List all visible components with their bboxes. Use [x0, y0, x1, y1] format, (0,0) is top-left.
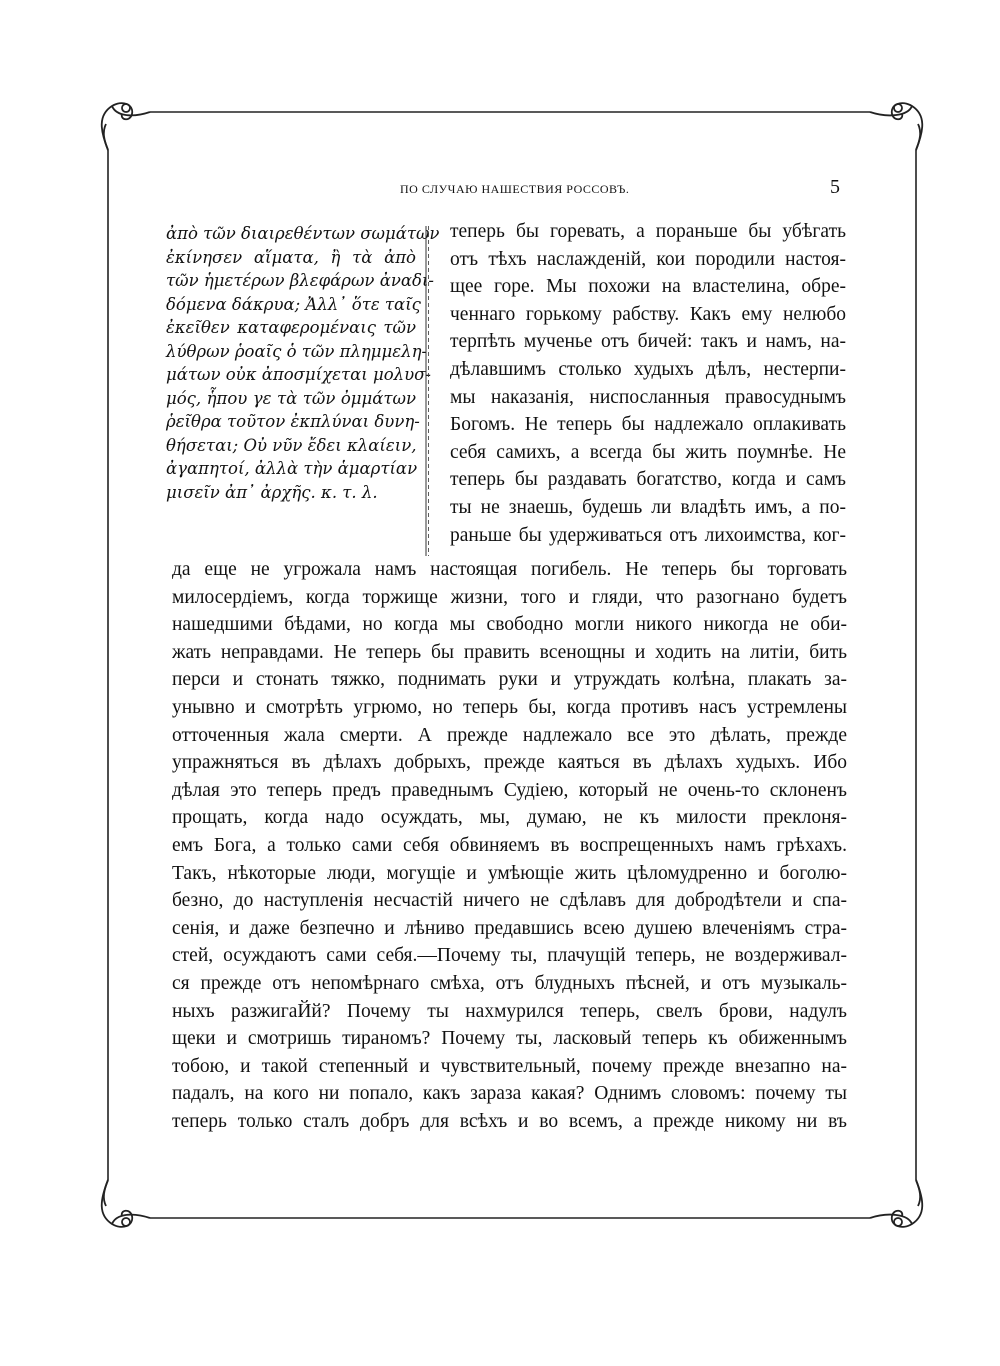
greek-line: ῥεῖθρα τοῦτον ἐκπλύναι δυνη- — [166, 412, 420, 431]
text-line: мы наказанія, ниспосланныя правосуднымъ — [450, 386, 846, 408]
running-title: ПО СЛУЧАЮ НАШЕСТВИЯ РОССОВЪ. — [400, 182, 630, 196]
text-line: щее горе. Мы похожи на властелина, обре- — [450, 276, 846, 298]
text-line: нашедшими бѣдами, но когда мы свободно могли никого никогда не оби- — [172, 614, 847, 636]
text-line: Богомъ. Не теперь бы надлежало оплакивать — [450, 414, 846, 436]
column-divider — [424, 226, 430, 556]
text-line: отточенныя жала смерти. А прежде надлежало все это дѣлать, прежде — [172, 724, 847, 746]
text-line: ныхъ разжигаЙй? Почему ты нахмурился теперь, свелъ брови, надулъ — [172, 1000, 847, 1022]
text-line: сенія, и даже безпечно и лѣниво предавшись всею душею влеченіямъ стра- — [172, 917, 847, 939]
text-line: Такъ, нѣкоторые люди, могущіе и умѣющіе жить цѣломудренно и боголю- — [172, 862, 847, 884]
text-line: раньше бы удерживаться отъ лихоимства, ког- — [450, 524, 846, 546]
full-width-text-block — [172, 556, 847, 1135]
greek-line: τῶν ἡμετέρων βλεφάρων ἀναδι- — [166, 271, 435, 290]
greek-line: δόμενα δάκρυα; Ἀλλ᾽ ὅτε ταῖς — [166, 294, 421, 314]
greek-line: μισεῖν ἀπ᾽ ἀρχῆς. κ. τ. λ. — [166, 482, 378, 502]
greek-line: λύθρων ῥοαῖς ὁ τῶν πλημμελη- — [166, 341, 428, 361]
text-line: отъ тѣхъ наслажденій, кои породили настоя- — [450, 248, 846, 270]
text-line: стей, осуждаютъ сами себя.—Почему ты, плачущій теперь, не воздерживал- — [172, 945, 847, 967]
right-text-column — [450, 218, 846, 549]
text-line: тобою, и такой степенный и чувствительный, почему прежде внезапно на- — [172, 1055, 847, 1077]
page-number: 5 — [830, 176, 841, 198]
greek-line: θήσεται; Οὐ νῦν ἔδει κλαίειν, — [166, 435, 417, 455]
text-line: ты не знаешь, будешь ли владѣть имъ, а по- — [450, 496, 846, 518]
corner-flourish-top-right — [870, 103, 922, 150]
greek-line: ἀπὸ τῶν διαιρεθέντων σωμάτων — [166, 224, 440, 243]
text-line: упражняться въ дѣлахъ добрыхъ, прежде каяться въ дѣлахъ худыхъ. Ибо — [172, 752, 847, 774]
text-line: ся прежде отъ непомѣрнаго смѣха, отъ блудныхъ пѣсней, и отъ музыкаль- — [172, 972, 847, 994]
greek-line: μός, ἧπου γε τὰ τῶν ὀμμάτων — [166, 388, 416, 408]
text-line: теперь бы раздавать богатство, когда и самъ — [450, 469, 846, 491]
greek-line: μάτων οὐκ ἀποσμίχεται μολυσ- — [166, 365, 431, 384]
text-line: дѣлавшимъ столько худыхъ дѣлъ, нестерпи- — [450, 358, 846, 380]
text-line: емъ Бога, а только сами себя обвиняемъ въ воспрещенныхъ намъ грѣхахъ. — [172, 834, 847, 856]
text-line: прощать, когда надо осуждать, мы, думаю, не къ милости преклоня- — [172, 807, 847, 829]
text-line: жать неправдами. Не теперь бы править всенощны и ходить на литіи, бить — [172, 641, 847, 663]
text-line: да еще не угрожала намъ настоящая погибель. Не теперь бы торговать — [172, 559, 847, 580]
text-line: себя самихъ, а всегда бы жить поумнѣе. Не — [450, 441, 846, 463]
text-line: унывно и смотрѣть угрюмо, но теперь бы, когда противъ насъ устремлены — [172, 696, 847, 718]
greek-footnote-column — [166, 222, 440, 504]
text-line: теперь только сталъ добръ для всѣхъ и во всемъ, а прежде никому ни въ — [172, 1110, 847, 1132]
corner-flourish-top-left — [102, 103, 150, 150]
text-line: падалъ, на кого ни попало, какъ зараза какая? Однимъ словомъ: почему ты — [172, 1083, 847, 1105]
text-line: щеки и смотришь тираномъ? Почему ты, ласковый теперь къ обиженнымъ — [172, 1028, 847, 1050]
text-line: безно, до наступленія несчастій ничего не сдѣлавъ для добродѣтели и спа- — [172, 890, 847, 912]
text-line: дѣлая это теперь предъ праведнымъ Судіею, который не очень-то склоненъ — [172, 779, 847, 801]
corner-flourish-bottom-left — [102, 1180, 150, 1227]
text-line: ченнаго горькому рабству. Какъ ему нелюбо — [450, 303, 846, 325]
greek-line: ἐκεῖθεν καταφερομέναις τῶν — [166, 318, 416, 337]
text-line: терпѣть мученье отъ бичей: такъ и намъ, на- — [450, 331, 846, 353]
greek-line: ἀγαπητοί, ἀλλὰ τὴν ἁμαρτίαν — [166, 459, 418, 478]
corner-flourish-bottom-right — [870, 1180, 922, 1227]
greek-line: ἐκίνησεν αἵματα, ἢ τὰ ἀπὸ — [166, 247, 416, 267]
text-line: перси и стонать тяжко, поднимать руки и утруждать колѣна, плакать за- — [172, 669, 847, 691]
text-line: теперь бы горевать, а пораньше бы убѣгать — [450, 221, 846, 242]
text-line: милосердіемъ, когда торжище жизни, того и гляди, что разогнано будетъ — [172, 586, 847, 608]
